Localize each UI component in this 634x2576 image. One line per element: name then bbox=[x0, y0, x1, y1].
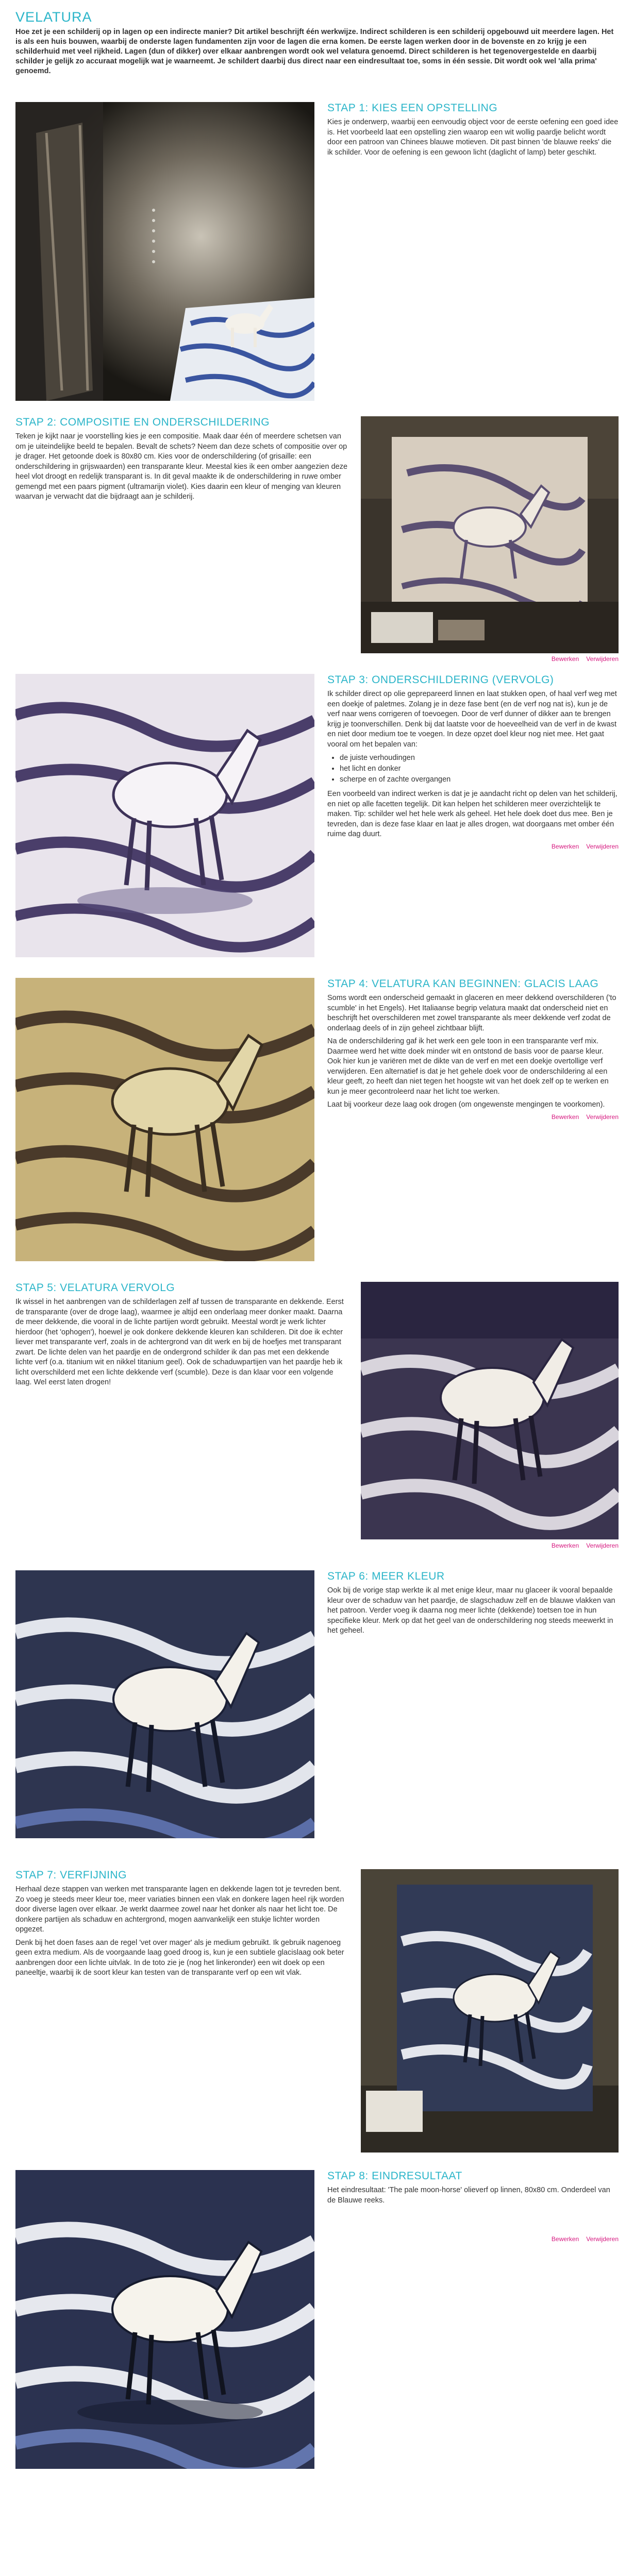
step-3-delete-link[interactable]: Verwijderen bbox=[586, 842, 619, 850]
step-6 bbox=[15, 1570, 619, 1843]
step-7-paragraph: Herhaal deze stappen van werken met transparante lagen en dekkende lagen tot je tevreden bent. Zo voeg je steeds meer kleur toe, meer variaties binnen een vlak en donkere lagen heel rijk worden door diverse lagen over elkaar. Je werkt daarmee zowel naar het donker als naar het licht toe. De donkere partijen als schaduw en achtergrond, mogen aanvankelijk een stukje lichter worden opgezet. bbox=[15, 1885, 344, 1934]
step-1-title: STAP 1: KIES EEN OPSTELLING bbox=[327, 102, 498, 114]
step-2-text bbox=[15, 416, 348, 505]
step-3-text bbox=[327, 674, 619, 850]
step-2 bbox=[15, 416, 619, 663]
step-1-image[interactable] bbox=[15, 102, 314, 401]
page-title: VELATURA bbox=[15, 9, 92, 25]
step-5-title: STAP 5: VELATURA VERVOLG bbox=[15, 1282, 175, 1294]
step-3-title: STAP 3: ONDERSCHILDERING (VERVOLG) bbox=[327, 674, 554, 686]
step-8 bbox=[15, 2170, 619, 2469]
step-7-paragraph: Denk bij het doen fases aan de regel 'vet over mager' als je medium gebruikt. Ik gebruik nagenoeg geen extra medium. Als de voorgaande laag goed droog is, kun je een subtiele glacislaag ook beter aanbrengen door een lichte uitvlak. In de toto zie je (nog het linkeronder) een wit doek op een paneeltje, waarbij ik de soort kleur kan testen van de transparante verf op een wit vlak. bbox=[15, 1938, 344, 1977]
step-3-edit-link[interactable]: Bewerken bbox=[551, 842, 579, 850]
step-3-actions bbox=[327, 843, 619, 850]
step-5-image[interactable] bbox=[361, 1282, 619, 1539]
step-2-paragraph: Teken je kijkt naar je voorstelling kies je een compositie. Maak daar één of meerdere schetsen van om je uiteindelijke beeld te bepalen. Bevalt de schets? Neem dan deze schets of compositie over op je drager. Het getoonde doek is 80x80 cm. Kies voor de onderschildering (of grisaille: een onderschildering in grijswaarden) een transparante kleur. Meestal kies ik een omber aangezien deze heel vlot droogt en redelijk transparant is. In dit geval maakte ik de onderschildering in ruwe omber gemengd met een paars pigment (ultramarijn violet). Kies daarin een kleur of menging van kleuren waarvan je verwacht dat die bijdraagt aan je schilderij. bbox=[15, 432, 348, 501]
step-4-paragraph: Laat bij voorkeur deze laag ook drogen (om ongewenste mengingen te voorkomen). bbox=[327, 1100, 605, 1109]
step-4-paragraph: Na de onderschildering gaf ik het werk een gele toon in een transparante verf mix. Daarmee werd het witte doek minder wit en ontstond de basis voor de paarse kleur. Ook hier kun je variëren met de dikte van de verf en met een doekje overtollige verf verwijderen. Een alternatief is dat je het gehele doek voor de onderschildering al een kleur geeft, zo heeft dan niet tegen het hoogste wit van het doek zelf op te werken en kun je meer gecontroleerd naar het licht toe werken. bbox=[327, 1037, 609, 1096]
step-6-image[interactable] bbox=[15, 1570, 314, 1838]
step-8-title: STAP 8: EINDRESULTAAT bbox=[327, 2170, 462, 2182]
step-5-paragraph: Ik wissel in het aanbrengen van de schilderlagen zelf af tussen de transparante en dekkende. Eerst de transparante (over de droge laag), waarmee je altijd een onderlaag meer donker maakt. Daarna de meer dekkende, die vooral in de lichte partijen wordt gebruikt. Meestal wordt je werk lichter hierdoor (het 'ophogen'), hoewel je ook donkere dekkende kleuren kan schilderen. Dit doe ik echter liever met transparante verf, zoals in de achtergrond van dit werk en bij de hoefjes met transparant zwart. De lichte delen van het paardje en de ondergrond schilder ik dan pas met een dekkende lichte verf (o.a. titanium wit en nikkel titanium geel). Ook de schaduwpartijen van het paardje heb ik licht overschilderd met een lichte dekkende verf (scumble). Deze is dan klaar voor een volgende laag. Wel eerst laten drogen! bbox=[15, 1298, 344, 1386]
step-2-delete-link[interactable]: Verwijderen bbox=[586, 655, 619, 663]
step-7-image[interactable] bbox=[361, 1869, 619, 2153]
step-4-title: STAP 4: VELATURA KAN BEGINNEN: GLACIS LAAG bbox=[327, 978, 599, 990]
step-4-edit-link[interactable]: Bewerken bbox=[551, 1113, 579, 1121]
step-8-paragraph: Het eindresultaat: 'The pale moon-horse' olieverf op linnen, 80x80 cm. Onderdeel van de Blauwe reeks. bbox=[327, 2186, 610, 2205]
step-7 bbox=[15, 1869, 619, 2158]
step-5 bbox=[15, 1282, 619, 1550]
step-3-bullet-list bbox=[327, 753, 619, 785]
step-4 bbox=[15, 978, 619, 1266]
step-2-actions bbox=[544, 655, 619, 663]
step-8-delete-link[interactable]: Verwijderen bbox=[586, 2235, 619, 2243]
step-1-text bbox=[327, 102, 619, 161]
step-3 bbox=[15, 674, 619, 962]
step-2-title: STAP 2: COMPOSITIE EN ONDERSCHILDERING bbox=[15, 416, 270, 428]
step-3-bullet: • het licht en donker bbox=[340, 764, 619, 774]
step-8-text bbox=[327, 2170, 619, 2243]
step-7-title: STAP 7: VERFIJNING bbox=[15, 1869, 127, 1881]
step-4-paragraph: Soms wordt een onderscheid gemaakt in glaceren en meer dekkend overschilderen ('to scumble' in het Engels). Het Italiaanse begrip velatura maakt dat onderscheid niet en beschrijft het overschilderen met zowel transparante als meer dekkende verf zodat de onderlaag deels of in zijn geheel zichtbaar blijft. bbox=[327, 994, 616, 1032]
step-4-text bbox=[327, 978, 619, 1121]
step-1-paragraph: Kies je onderwerp, waarbij een eenvoudig object voor de eerste oefening een goed idee is. Het voorbeeld laat een opstelling zien waarop een wit wollig paardje belicht wordt door een patroon van Chinees blauwe motieven. Dit past binnen 'de blauwe reeks' die ik schilder. Voor de oefening is een gewoon licht (daglicht of lamp) beter geschikt. bbox=[327, 118, 619, 157]
step-6-paragraph: Ook bij de vorige stap werkte ik al met enige kleur, maar nu glaceer ik vooral bepaalde kleur over de schaduw van het paardje, de slagschaduw zelf en de blauwe vlakken van het patroon. Verder voeg ik daarna nog meer lichte (dekkende) toetsen toe in hun specifieke kleur. Merk op dat het geel van de onderschildering nog steeds meewerkt in het geheel. bbox=[327, 1586, 615, 1635]
step-7-text bbox=[15, 1869, 348, 1981]
step-4-delete-link[interactable]: Verwijderen bbox=[586, 1113, 619, 1121]
step-4-actions bbox=[327, 1113, 619, 1121]
step-5-text bbox=[15, 1282, 348, 1391]
step-2-edit-link[interactable]: Bewerken bbox=[551, 655, 579, 663]
step-2-image[interactable] bbox=[361, 416, 619, 653]
step-3-paragraph: Ik schilder direct op olie geprepareerd linnen en laat stukken open, of haal verf weg met een doekje of paletmes. Zolang je in deze fase bent (en de verf nog nat is), kun je de verf naar wens corrigeren of toevoegen. Door de verf dunner of dikker aan te brengen krijg je toonverschillen. Denk bij dat laatste voor de hoeveelheid van de verf in de kwast en niet door medium toe te voegen. In deze opzet doel kleur nog niet mee. Het gaat vooral om het bepalen van: bbox=[327, 690, 617, 749]
step-6-text bbox=[327, 1570, 619, 1639]
step-6-title: STAP 6: MEER KLEUR bbox=[327, 1570, 445, 1582]
step-3-bullet: • de juiste verhoudingen bbox=[340, 753, 619, 764]
step-3-image[interactable] bbox=[15, 674, 314, 957]
step-8-image[interactable] bbox=[15, 2170, 314, 2469]
step-8-edit-link[interactable]: Bewerken bbox=[551, 2235, 579, 2243]
intro-text: Hoe zet je een schilderij op in lagen op een indirecte manier? Dit artikel beschrijft één werkwijze. Indirect schilderen is een schilderij opgebouwd uit meerdere lagen. Het is als een huis bouwen, waarbij de onderste lagen fundamenten zijn voor de lagen die erna komen. De eerste lagen werken door in de bovenste en zo krijg je een schilderhuid met veel rijkheid. Lagen (dun of dikker) over elkaar aanbrengen wordt ook wel velatura genoemd. Direct schilderen is het tegenovergestelde en daarbij schilder je gelijk zo accuraat mogelijk wat je waarneemt. Je schildert daarbij dus direct naar een eindresultaat toe, soms in één sessie. Dit wordt ook wel 'alla prima' genoemd. bbox=[15, 28, 614, 75]
step-5-edit-link[interactable]: Bewerken bbox=[551, 1542, 579, 1549]
step-5-delete-link[interactable]: Verwijderen bbox=[586, 1542, 619, 1549]
step-5-actions bbox=[544, 1542, 619, 1549]
step-8-actions bbox=[327, 2235, 619, 2243]
step-3-bullet: • scherpe en of zachte overgangen bbox=[340, 774, 619, 785]
step-3-paragraph-after: Een voorbeeld van indirect werken is dat je je aandacht richt op delen van het schilderij, en niet op alle facetten tegelijk. Dit kan helpen het schilderen meer overzichtelijk te maken. Tip: schilder wel het hele werk als geheel. Het hele doek doet dus mee. Ben je tevreden, dan is deze fase klaar en laat je alles drogen, wat doorgaans met omber één ruime dag duurt. bbox=[327, 790, 618, 838]
step-1 bbox=[15, 102, 619, 401]
step-4-image[interactable] bbox=[15, 978, 314, 1261]
